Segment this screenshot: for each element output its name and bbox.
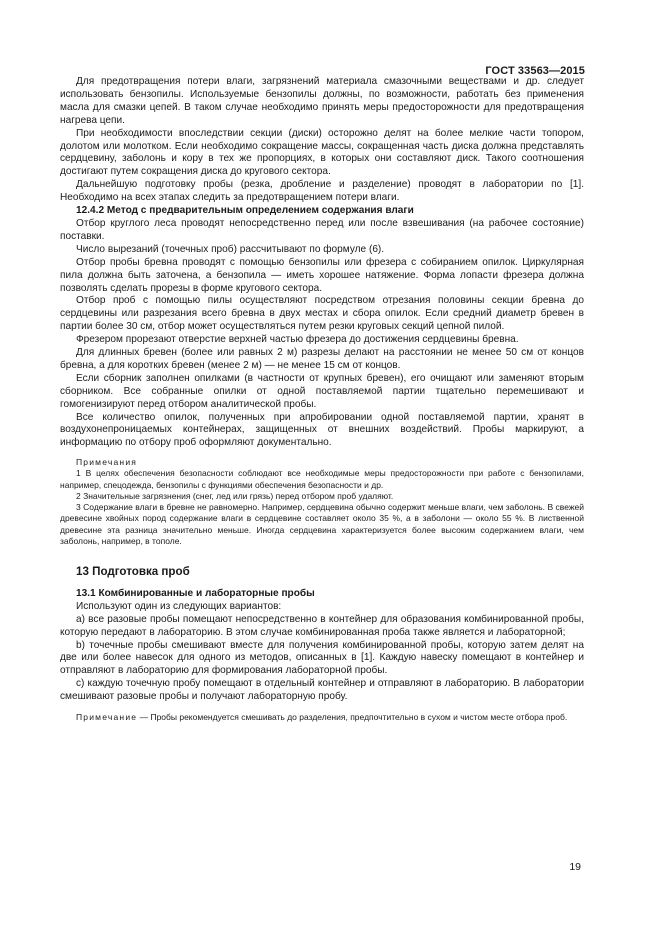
paragraph: Для длинных бревен (более или равных 2 м) разрезы делают на расстоянии не менее 50 см от концов бревна, а для коротких бревен (менее 2 м) — не менее 15 см от концов. — [60, 347, 584, 371]
paragraph: Отбор круглого леса проводят непосредственно перед или после взвешивания (на рабочее состояние) поставки. — [60, 217, 584, 242]
final-note-paragraph — [60, 712, 584, 723]
final-note — [60, 712, 584, 723]
paragraph: Фрезером прорезают отверстие верхней частью фрезера до достижения сердцевины бревна. — [76, 334, 519, 346]
paragraph: Отбор проб с помощью пилы осуществляют посредством отрезания половины секции бревна до сердцевины или разрезания всего бревна в двух местах и сбора опилок. Если средний диаметр бревен в партии более 30 см, отбор может осуществляться путем резки круговых секций цепной пилой. — [60, 295, 584, 333]
page-body — [60, 76, 584, 723]
note-item: 3 Содержание влаги в бревне не равномерно. Например, сердцевина обычно содержит меньше влаги, чем заболонь. В свежей древесине хвойных пород содержание влаги в сердцевине составляет около 35 %, а в заболони — около 55 %. В лиственной древесине эта разница значительно меньше. Иногда сердцевина характеризуется более высоким содержанием влаги, чем заболонь, например, в тополе. — [60, 502, 584, 546]
paragraph: Все количество опилок, полученных при апробировании одной поставляемой партии, хранят в воздухонепроницаемых контейнерах, защищенных от внешних воздействий. Пробы маркируют, а информацию по отбору проб оформляют документально. — [60, 411, 584, 449]
document-code: ГОСТ 33563—2015 — [485, 65, 585, 77]
option-item: c) каждую точечную пробу помещают в отдельный контейнер и отправляют в лабораторию. В лаборатории смешивают разовые пробы и получают лабораторную пробу. — [60, 678, 584, 703]
paragraph: Если сборник заполнен опилками (в частности от крупных бревен), его очищают или заменяют вторым сборником. Все собранные опилки от одной поставляемой партии тщательно перемешивают и гомогенизируют перед отбором аналитической пробы. — [60, 372, 584, 410]
paragraph: Для предотвращения потери влаги, загрязнений материала смазочными веществами и др. следует использовать бензопилы. Используемые бензопилы должны, по возможности, работать без применения масла для смазки цепей. В таком случае необходимо принять меры предосторожности для предотвращения нагрева цепи. — [60, 76, 584, 126]
paragraph: Дальнейшую подготовку пробы (резка, дробление и разделение) проводят в лаборатории по [1]. Необходимо на всех этапах следить за предотвращением потери влаги. — [60, 179, 584, 204]
paragraph: При необходимости впоследствии секции (диски) осторожно делят на более мелкие части топором, долотом или молотком. Если необходимо сокращение массы, сокращенная часть диска должна представлять сердцевину, заболонь и кору в тех же пропорциях, в которых они составляют диск. Такого соотношения достигают путем сокращения диска до кругового сектора. — [60, 127, 584, 178]
notes-title: Примечания — [76, 457, 138, 468]
option-item: a) все разовые пробы помещают непосредственно в контейнер для образования комбинированной пробы, которую передают в лабораторию. В этом случае комбинированная проба также является и лабораторной; — [60, 613, 584, 638]
note-dash: — — [139, 712, 149, 723]
note-item: 2 Значительные загрязнения (снег, лед или грязь) перед отбором проб удаляют. — [76, 490, 394, 501]
note-label: Примечание — [76, 712, 138, 723]
section-heading-13-1: 13.1 Комбинированные и лабораторные пробы — [76, 587, 315, 599]
page-number: 19 — [569, 861, 581, 873]
note-text: Пробы рекомендуется смешивать до разделения, предпочтительно в сухом и чистом месте отбора проб. — [150, 712, 568, 723]
paragraph: Число вырезаний (точечных проб) рассчитывают по формуле (6). — [76, 243, 385, 255]
option-item: b) точечные пробы смешивают вместе для получения комбинированной пробы, которую затем делят на две или более навесок для одного из методов, описанных в [1]. Каждую навеску помещают в контейнер и отправляют в лабораторию для формирования лабораторной пробы. — [60, 639, 584, 677]
paragraph: Отбор пробы бревна проводят с помощью бензопилы или фрезера с собиранием опилок. Циркулярная пила должна быть заточена, а бензопила — иметь хорошее натяжение. Форма лопасти фрезера должна позволять сделать прорезы в форме кругового сектора. — [60, 256, 584, 294]
section-heading-12-4-2: 12.4.2 Метод с предварительным определением содержания влаги — [76, 205, 414, 217]
notes-block — [60, 457, 584, 547]
section-intro: Используют один из следующих вариантов: — [76, 600, 282, 612]
section-heading-13: 13 Подготовка проб — [76, 564, 190, 578]
note-item: 1 В целях обеспечения безопасности соблюдают все необходимые меры предосторожности при работе с бензопилами, например, спецодежда, бензопилы с функциями обеспечения безопасности и др. — [60, 468, 584, 490]
